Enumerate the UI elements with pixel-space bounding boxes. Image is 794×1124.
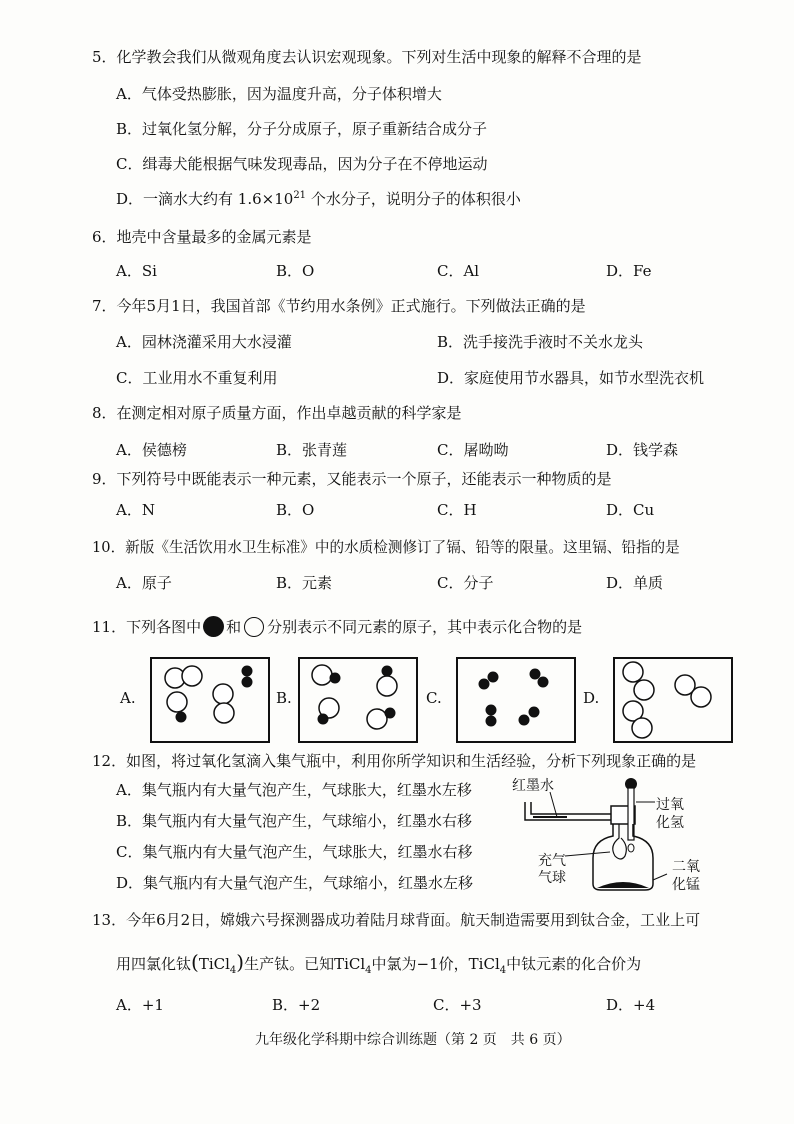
q11-diagram-b [298,657,418,743]
q10-option-b: B．元素 [276,574,333,592]
q9-option-a: A．N [116,501,155,519]
black-atom-icon [203,616,224,637]
q6-option-d: D．Fe [606,262,652,280]
q9-option-c: C．H [437,501,477,519]
label-mno2-1: 二氧 [672,859,700,875]
label-balloon-2: 气球 [538,870,566,886]
label-red-ink: 红墨水 [512,778,554,794]
q11-option-c-label: C. [426,689,442,707]
q10-option-d: D．单质 [606,574,664,592]
q5-option-c: C．缉毒犬能根据气味发现毒品，因为分子在不停地运动 [116,155,488,173]
label-mno2-2: 化锰 [672,877,700,893]
q13-option-d: D．+4 [606,996,656,1014]
q11-option-d-label: D. [583,689,600,707]
q8-option-d: D．钱学森 [606,441,679,459]
q5-option-d: D．一滴水大约有 $1.6\times 10^{21}$ 个水分子，说明分子的体积很小 [116,190,521,208]
q13-option-c: C．+3 [433,996,482,1014]
q8-option-c: C．屠呦呦 [437,441,509,459]
q10-stem: 10．新版《生活饮用水卫生标准》中的水质检测修订了镉、铅等的限量。这里镉、铅指的是 [92,539,680,556]
q5-stem: 5．化学教会我们从微观角度去认识宏观现象。下列对生活中现象的解释不合理的是 [92,48,642,66]
q12-option-d: D．集气瓶内有大量气泡产生，气球缩小，红墨水左移 [116,874,474,892]
q9-option-d: D．Cu [606,501,655,519]
q11-option-a-label: A. [120,689,136,707]
q11-option-b-label: B. [276,689,292,707]
q13-stem-line2: 用四氯化钛(TiCl$_4$)生产钛。已知TiCl$_4$中氯为−1价，TiCl$_4$中钛元素的化合价为 [116,950,642,976]
q6-stem: 6．地壳中含量最多的金属元素是 [92,228,312,246]
q11-diagram-c [456,657,576,743]
label-peroxide-1: 过氧 [656,797,684,813]
q7-option-c: C．工业用水不重复利用 [116,369,278,387]
q8-stem: 8．在测定相对原子质量方面，作出卓越贡献的科学家是 [92,404,462,422]
q12-option-a: A．集气瓶内有大量气泡产生，气球胀大，红墨水左移 [116,781,472,799]
q11-stem: 11．下列各图中 和 分别表示不同元素的原子，其中表示化合物的是 [92,618,583,636]
label-peroxide-2: 化氢 [656,815,684,831]
molecule-diagram-d [615,659,731,741]
q11-diagram-a [150,657,270,743]
gas-bottle [593,824,653,890]
q8-option-a: A．侯德榜 [116,441,187,459]
page-footer: 九年级化学科期中综合训练题（第 2 页 共 6 页） [255,1032,571,1048]
q12-option-c: C．集气瓶内有大量气泡产生，气球胀大，红墨水右移 [116,843,473,861]
q12-option-b: B．集气瓶内有大量气泡产生，气球缩小，红墨水右移 [116,812,473,830]
q5-option-b: B．过氧化氢分解，分子分成原子，原子重新结合成分子 [116,120,488,138]
q6-option-b: B．O [276,262,315,280]
q13-stem: 13．今年6月2日，嫦娥六号探测器成功着陆月球背面。航天制造需要用到钛合金，工业上可 [92,911,701,929]
q7-stem: 7．今年5月1日，我国首部《节约用水条例》正式施行。下列做法正确的是 [92,297,586,315]
q10-option-c: C．分子 [437,574,494,592]
q13-option-b: B．+2 [272,996,321,1014]
q7-option-a: A．园林浇灌采用大水浸灌 [116,333,292,351]
q9-option-b: B．O [276,501,315,519]
molecule-diagram-c [458,659,574,741]
q7-option-d: D．家庭使用节水器具，如节水型洗衣机 [437,369,705,387]
label-balloon-1: 充气 [538,853,566,869]
balloon [613,824,627,859]
manganese-dioxide [597,882,649,888]
q8-option-b: B．张青莲 [276,441,348,459]
q9-stem: 9．下列符号中既能表示一种元素，又能表示一个原子，还能表示一种物质的是 [92,470,612,488]
q7-option-b: B．洗手接洗手液时不关水龙头 [437,333,644,351]
molecule-diagram-a [152,659,268,741]
q13-option-a: A．+1 [116,996,164,1014]
white-atom-icon [244,617,264,637]
q10-option-a: A．原子 [116,574,172,592]
q11-diagram-d [613,657,733,743]
q6-option-a: A．Si [116,262,157,280]
q6-option-c: C．Al [437,262,480,280]
molecule-diagram-b [300,659,416,741]
q12-stem: 12．如图，将过氧化氢滴入集气瓶中，利用你所学知识和生活经验，分析下列现象正确的是 [92,752,697,770]
q5-option-a: A．气体受热膨胀，因为温度升高，分子体积增大 [116,85,442,103]
